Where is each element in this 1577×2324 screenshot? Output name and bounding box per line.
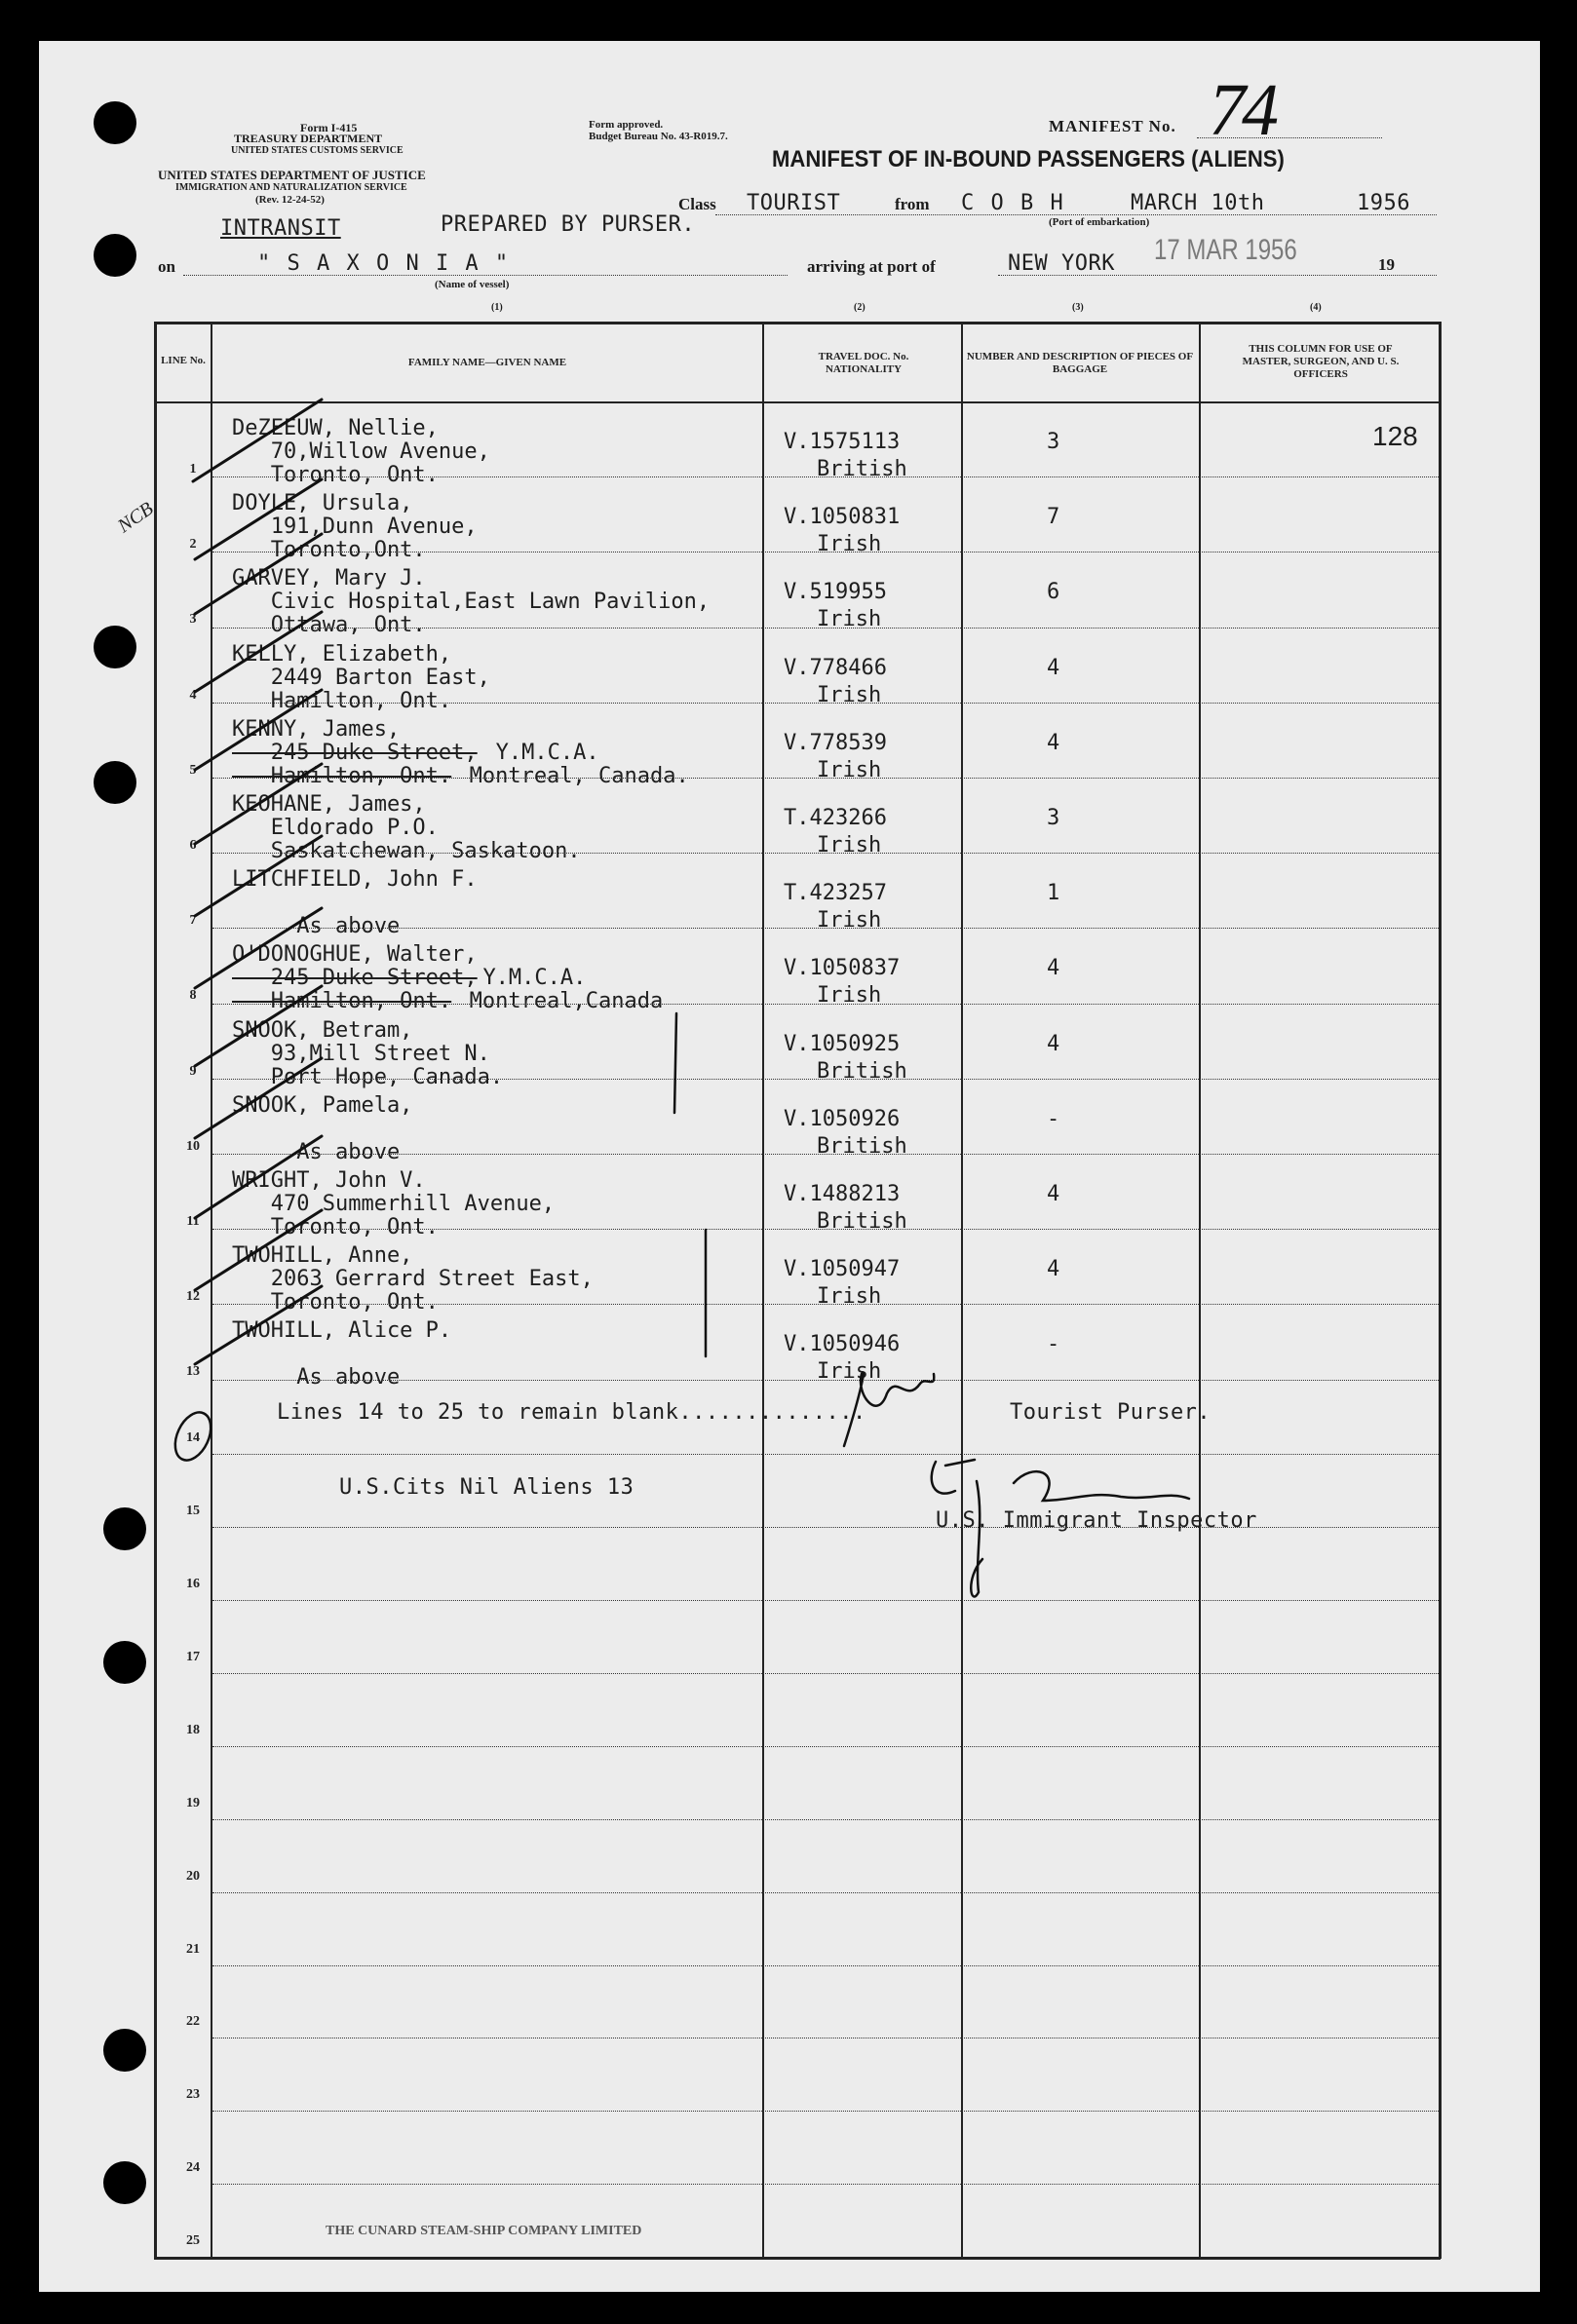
line-number: 25 — [186, 2233, 200, 2248]
passenger-name: O'DONOGHUE, Walter, — [232, 942, 478, 968]
line-number: 19 — [186, 1795, 200, 1810]
class-label: Class — [678, 195, 716, 213]
line-number: 11 — [186, 1214, 200, 1229]
nationality: Irish — [817, 757, 882, 782]
date-stamp: 17 MAR 1956 — [1154, 234, 1297, 266]
col-head-name: FAMILY NAME—GIVEN NAME — [407, 357, 567, 368]
address-city: Hamilton, Ont. — [232, 763, 452, 788]
address-city: Port Hope, Canada. — [232, 1064, 504, 1089]
address-line: 245 Duke Street, — [232, 740, 478, 765]
passenger-name: KENNY, James, — [232, 716, 401, 742]
vessel-name: " S A X O N I A " — [257, 251, 511, 276]
manifest-no-label: MANIFEST No. — [1049, 117, 1176, 135]
nationality: Irish — [817, 1359, 882, 1385]
travel-doc-number: V.778539 — [784, 730, 887, 755]
nationality: British — [817, 1133, 907, 1159]
nationality: Irish — [817, 1284, 882, 1310]
nationality: Irish — [817, 682, 882, 707]
line-number: 6 — [189, 838, 197, 853]
arrival-year: 19 — [1378, 255, 1395, 274]
prepared-by: PREPARED BY PURSER. — [441, 212, 696, 237]
manifest-number: 74 — [1209, 69, 1275, 151]
line-number: 2 — [189, 537, 197, 552]
address-line: Civic Hospital,East Lawn Pavilion, — [232, 590, 711, 615]
passenger-name: DOYLE, Ursula, — [232, 491, 413, 516]
col-head-line: LINE No. — [161, 355, 206, 366]
col1-number: (1) — [491, 302, 503, 313]
travel-doc-number: V.1050831 — [784, 505, 901, 530]
port-caption: (Port of embarkation) — [1049, 216, 1150, 228]
address-line: 191,Dunn Avenue, — [232, 514, 478, 540]
justice-dept: UNITED STATES DEPARTMENT OF JUSTICE — [158, 168, 426, 182]
baggage-count: 4 — [1047, 655, 1060, 680]
address-city: Toronto, Ont. — [232, 1290, 439, 1315]
line-number: 16 — [186, 1577, 200, 1592]
margin-note: NCB — [113, 497, 158, 538]
line-number: 20 — [186, 1868, 200, 1884]
line-number: 18 — [186, 1722, 200, 1737]
baggage-count: 4 — [1047, 1257, 1060, 1282]
embark-date: MARCH 10th — [1131, 191, 1265, 215]
baggage-count: 7 — [1047, 505, 1060, 530]
travel-doc-number: V.1488213 — [784, 1182, 901, 1206]
form-number: Form I-415 — [300, 121, 358, 134]
line-number: 22 — [186, 2014, 200, 2030]
treasury-dept: TREASURY DEPARTMENT — [234, 132, 383, 145]
col-head-baggage: NUMBER AND DESCRIPTION OF PIECES OF BAGGAGE — [966, 351, 1194, 375]
address-line: 2063 Gerrard Street East, — [232, 1267, 594, 1292]
address-city: Ottawa, Ont. — [232, 613, 426, 638]
line-number: 12 — [186, 1289, 200, 1305]
passenger-name: KELLY, Elizabeth, — [232, 641, 452, 667]
line-number: 21 — [186, 1941, 200, 1957]
baggage-count: 4 — [1047, 1182, 1060, 1206]
line-number: 1 — [189, 462, 197, 476]
nationality: British — [817, 457, 907, 481]
travel-doc-number: V.778466 — [784, 655, 887, 680]
passenger-name: SNOOK, Pamela, — [232, 1092, 413, 1118]
passenger-name: LITCHFIELD, John F. — [232, 867, 478, 893]
passenger-name: KEOHANE, James, — [232, 792, 426, 817]
travel-doc-number: V.1050837 — [784, 956, 901, 981]
on-label: on — [158, 257, 175, 276]
address-city: As above — [232, 1365, 401, 1391]
city-correction: Montreal, Canada. — [456, 763, 689, 788]
address-line: 93,Mill Street N. — [232, 1041, 490, 1066]
address-line: 470 Summerhill Avenue, — [232, 1192, 556, 1216]
embark-year: 1956 — [1357, 191, 1410, 215]
address-line: 70,Willow Avenue, — [232, 439, 490, 464]
travel-doc-number: V.519955 — [784, 580, 887, 605]
line-number: 9 — [189, 1063, 197, 1079]
budget-bureau: Budget Bureau No. 43-R019.7. — [589, 131, 728, 142]
ins-service: IMMIGRATION AND NATURALIZATION SERVICE — [175, 182, 407, 193]
passenger-name: TWOHILL, Anne, — [232, 1243, 413, 1269]
line-number: 5 — [189, 762, 197, 778]
col-head-travel: TRAVEL DOC. No. NATIONALITY — [818, 351, 909, 375]
line-number: 14 — [186, 1430, 200, 1446]
totals-note: U.S.Cits Nil Aliens 13 — [339, 1475, 635, 1500]
address-city: Toronto, Ont. — [232, 1215, 439, 1239]
line-number: 3 — [189, 612, 197, 628]
baggage-count: 6 — [1047, 580, 1060, 605]
baggage-count: 3 — [1047, 806, 1060, 830]
col4-number: (4) — [1310, 302, 1322, 313]
address-line: 2449 Barton East, — [232, 665, 490, 690]
travel-doc-number: V.1050925 — [784, 1031, 901, 1056]
city-correction: Montreal,Canada — [456, 989, 664, 1014]
passenger-name: DeZEEUW, Nellie, — [232, 416, 439, 440]
from-label: from — [895, 195, 930, 213]
baggage-count: 1 — [1047, 881, 1060, 906]
document-title: MANIFEST OF IN-BOUND PASSENGERS (ALIENS) — [772, 146, 1285, 172]
baggage-count: 4 — [1047, 1031, 1060, 1056]
col-head-officers: THIS COLUMN FOR USE OF MASTER, SURGEON, AND U. S. OFFICERS — [1242, 343, 1400, 380]
travel-doc-number: V.1050947 — [784, 1257, 901, 1282]
arriving-label: arriving at port of — [807, 257, 936, 276]
line-number: 10 — [186, 1138, 200, 1154]
baggage-count: 3 — [1047, 430, 1060, 454]
nationality: Irish — [817, 532, 882, 557]
passenger-name: GARVEY, Mary J. — [232, 566, 426, 591]
class-value: TOURIST — [747, 191, 841, 215]
address-line: 245 Duke Street, — [232, 966, 478, 991]
travel-doc-number: V.1050926 — [784, 1106, 901, 1131]
officer-note: 128 — [1372, 421, 1418, 451]
passenger-name: WRIGHT, John V. — [232, 1168, 426, 1193]
col2-number: (2) — [854, 302, 865, 313]
line-number: 23 — [186, 2087, 200, 2103]
travel-doc-number: T.423266 — [784, 806, 887, 830]
vessel-caption: (Name of vessel) — [435, 279, 510, 290]
inspector-label: U.S. Immigrant Inspector — [936, 1508, 1257, 1533]
blank-lines-note: Lines 14 to 25 to remain blank.............. — [277, 1400, 866, 1425]
port-embarkation: C O B H — [961, 191, 1065, 215]
nationality: Irish — [817, 833, 882, 857]
line-number: 4 — [189, 687, 197, 703]
line-number: 8 — [189, 988, 197, 1004]
address-city: Hamilton, Ont. — [232, 989, 452, 1014]
nationality: Irish — [817, 908, 882, 933]
form-approved: Form approved. — [589, 119, 664, 131]
line-number: 15 — [186, 1504, 200, 1519]
company-imprint: THE CUNARD STEAM-SHIP COMPANY LIMITED — [326, 2224, 642, 2238]
address-correction: Y.M.C.A. — [482, 966, 587, 991]
travel-doc-number: V.1575113 — [784, 430, 901, 454]
travel-doc-number: T.423257 — [784, 881, 887, 906]
purser-label: Tourist Purser. — [1010, 1400, 1212, 1425]
line-number: 24 — [186, 2160, 200, 2176]
line-number: 17 — [186, 1650, 200, 1665]
revision: (Rev. 12-24-52) — [255, 194, 325, 206]
col3-number: (3) — [1072, 302, 1084, 313]
line-number: 13 — [186, 1364, 200, 1380]
arrival-port: NEW YORK — [1008, 251, 1115, 276]
nationality: Irish — [817, 607, 882, 632]
address-city: As above — [232, 1139, 401, 1164]
baggage-count: - — [1047, 1332, 1060, 1357]
address-correction: Y.M.C.A. — [482, 740, 599, 765]
nationality: Irish — [817, 983, 882, 1009]
passenger-name: TWOHILL, Alice P. — [232, 1318, 452, 1344]
baggage-count: - — [1047, 1106, 1060, 1131]
intransit-label: INTRANSIT — [220, 216, 341, 241]
nationality: British — [817, 1209, 907, 1234]
address-city: Toronto, Ont. — [232, 463, 439, 487]
address-city: Saskatchewan, Saskatoon. — [232, 839, 581, 863]
line-number: 7 — [189, 913, 197, 929]
passenger-name: SNOOK, Betram, — [232, 1017, 413, 1043]
customs-service: UNITED STATES CUSTOMS SERVICE — [231, 145, 404, 156]
address-city: Hamilton, Ont. — [232, 688, 452, 713]
address-city: As above — [232, 914, 401, 939]
nationality: British — [817, 1058, 907, 1084]
address-line: Eldorado P.O. — [232, 816, 439, 840]
address-city: Toronto,Ont. — [232, 538, 426, 563]
travel-doc-number: V.1050946 — [784, 1332, 901, 1357]
baggage-count: 4 — [1047, 956, 1060, 981]
baggage-count: 4 — [1047, 730, 1060, 755]
